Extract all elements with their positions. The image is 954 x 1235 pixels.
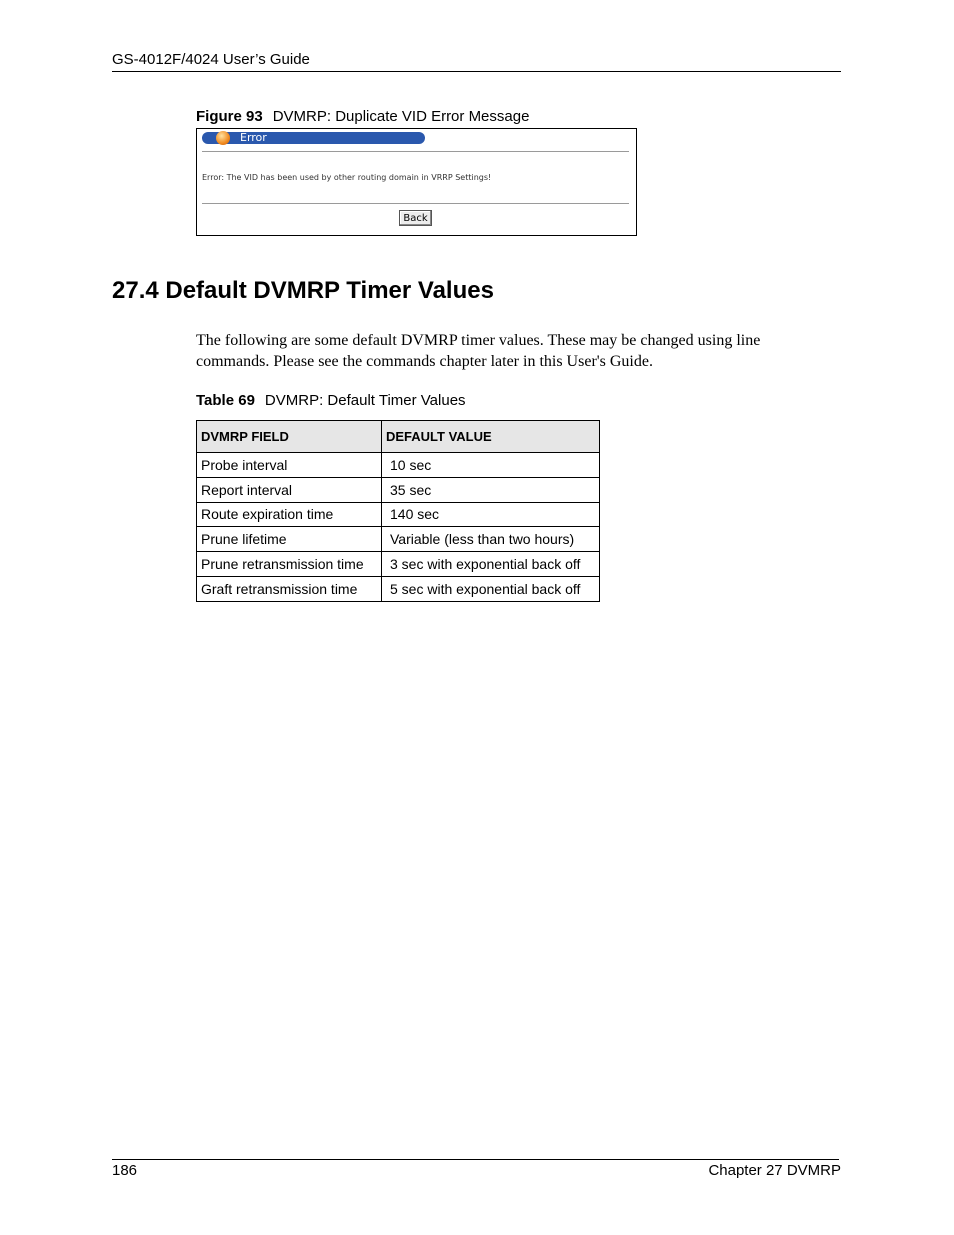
table-row xyxy=(197,502,600,527)
value-cell: Variable (less than two hours) xyxy=(382,527,600,552)
figure-label: Figure 93 xyxy=(196,108,263,125)
value-cell: 5 sec with exponential back off xyxy=(382,576,600,601)
value-cell: 140 sec xyxy=(382,502,600,527)
value-cell: 35 sec xyxy=(382,477,600,502)
table-row xyxy=(197,576,600,601)
footer-chapter: Chapter 27 DVMRP xyxy=(708,1162,841,1179)
value-cell: 3 sec with exponential back off xyxy=(382,552,600,577)
figure-caption xyxy=(196,108,529,125)
section-paragraph: The following are some default DVMRP timer values. These may be changed using line commands. Please see the commands chapter later in this User's Guide. xyxy=(196,332,761,370)
figure-title: DVMRP: Duplicate VID Error Message xyxy=(272,108,530,125)
table-title: DVMRP: Default Timer Values xyxy=(264,392,466,409)
column-header: DVMRP FIELD xyxy=(197,421,382,453)
table-row xyxy=(197,527,600,552)
error-title: Error xyxy=(240,131,267,144)
screen-divider-bottom xyxy=(202,203,629,204)
table-label: Table 69 xyxy=(196,392,255,409)
value-cell: 10 sec xyxy=(382,453,600,478)
field-cell: Probe interval xyxy=(197,453,382,478)
table-row xyxy=(197,477,600,502)
error-screenshot xyxy=(196,128,637,236)
footer-rule xyxy=(112,1159,839,1160)
field-cell: Report interval xyxy=(197,477,382,502)
error-message: Error: The VID has been used by other routing domain in VRRP Settings! xyxy=(202,173,492,182)
field-cell: Graft retransmission time xyxy=(197,576,382,601)
field-cell: Route expiration time xyxy=(197,502,382,527)
running-header: GS-4012F/4024 User’s Guide xyxy=(112,51,310,68)
timer-values-table xyxy=(196,420,600,602)
field-cell: Prune lifetime xyxy=(197,527,382,552)
error-orb-icon xyxy=(216,131,230,145)
table-row xyxy=(197,453,600,478)
header-rule xyxy=(112,71,841,72)
table-caption xyxy=(196,392,466,409)
page-number: 186 xyxy=(112,1162,138,1179)
field-cell: Prune retransmission time xyxy=(197,552,382,577)
back-button[interactable]: Back xyxy=(399,210,432,226)
table-row xyxy=(197,552,600,577)
column-header: DEFAULT VALUE xyxy=(382,421,600,453)
table-header-row xyxy=(197,421,600,453)
section-heading: 27.4 Default DVMRP Timer Values xyxy=(112,277,494,304)
screen-divider-top xyxy=(202,151,629,152)
error-title-bar xyxy=(202,132,425,144)
